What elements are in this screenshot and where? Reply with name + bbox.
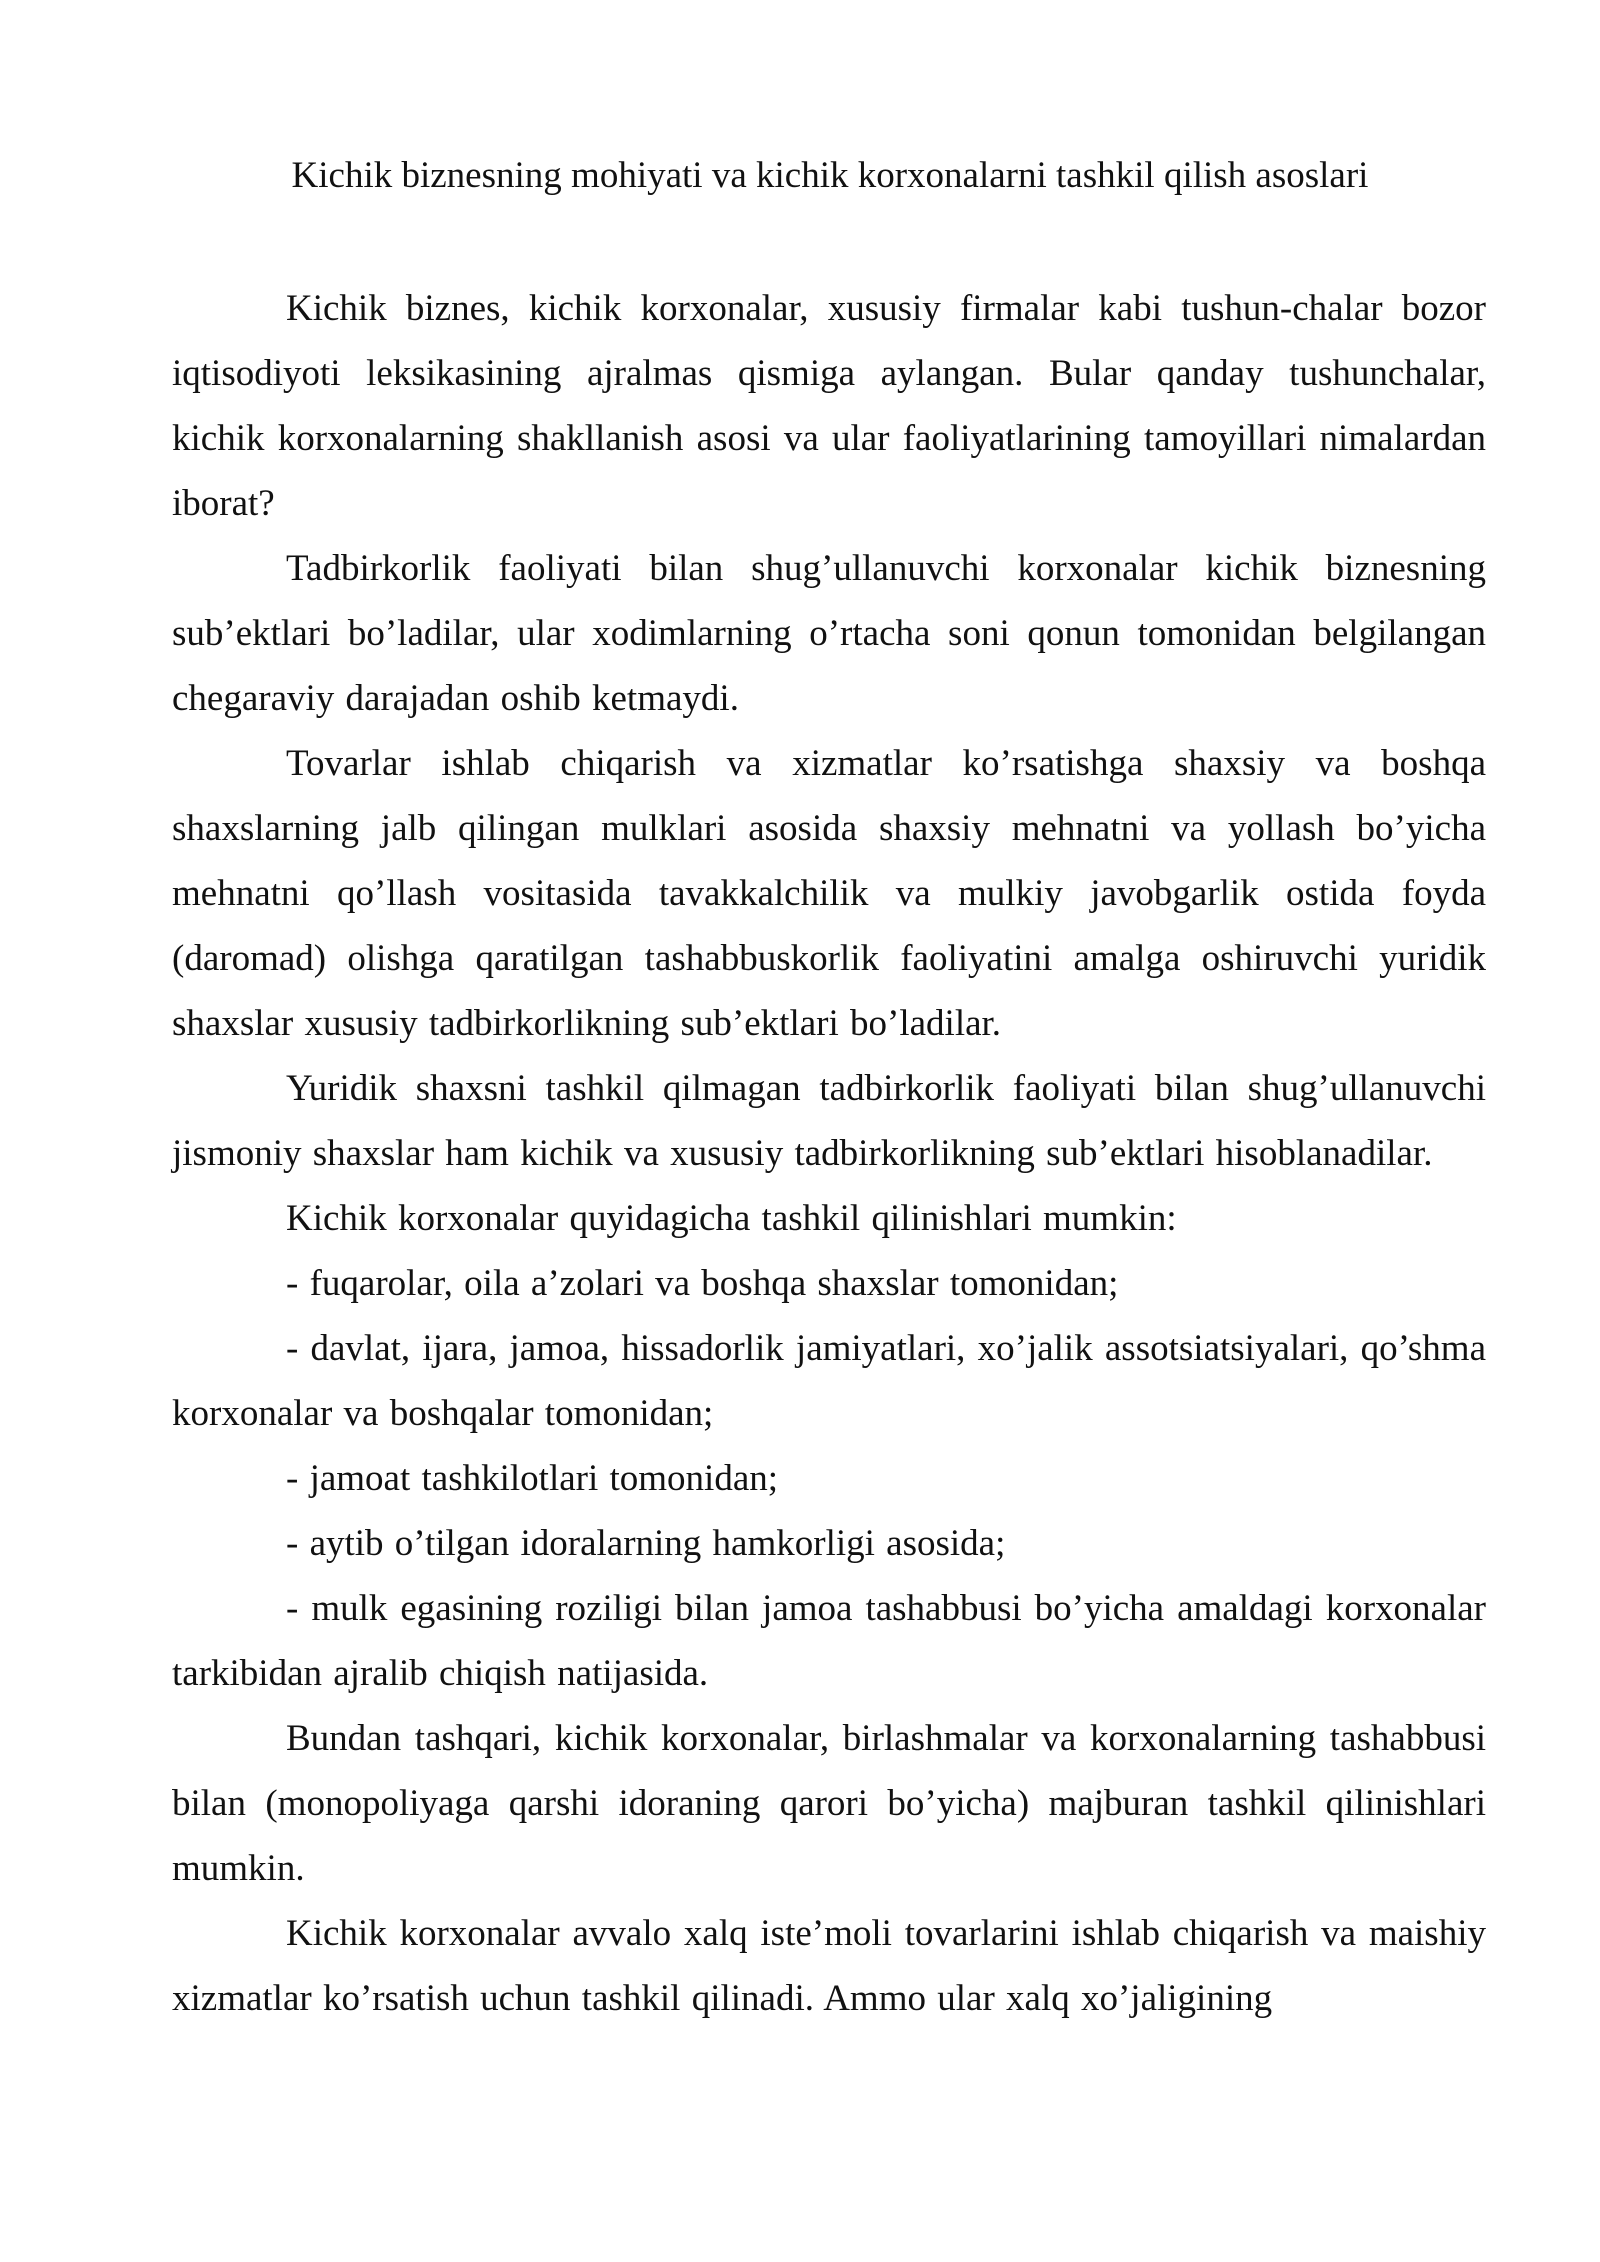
- list-item-public-organizations: - jamoat tashkilotlari tomonidan;: [286, 1458, 779, 1499]
- paragraph-forced-formation: Bundan tashqari, kichik korxonalar, birlashmalar va korxonalarning tashabbusi bilan (monopoliyaga qarshi idoraning qarori bo’yicha) majburan tashkil qilinishlari mumkin.: [172, 1718, 1486, 1889]
- list-item-cooperation: - aytib o’tilgan idoralarning hamkorligi asosida;: [286, 1523, 1006, 1564]
- list-item-spin-off: - mulk egasining roziligi bilan jamoa tashabbusi bo’yicha amaldagi korxonalar tarkibidan ajralib chiqish natijasida.: [172, 1588, 1486, 1694]
- list-item-citizens: - fuqarolar, oila a’zolari va boshqa shaxslar tomonidan;: [286, 1263, 1119, 1304]
- paragraph-formation-methods: Kichik korxonalar quyidagicha tashkil qilinishlari mumkin:: [286, 1198, 1177, 1239]
- document-body: [172, 276, 1486, 2031]
- paragraph-consumer-goods: Kichik korxonalar avvalo xalq iste’moli tovarlarini ishlab chiqarish va maishiy xizmatlar ko’rsatish uchun tashkil qilinadi. Ammo ular xalq xo’jaligining: [172, 1913, 1486, 2019]
- list-item-state-and-associations: - davlat, ijara, jamoa, hissadorlik jamiyatlari, xo’jalik assotsiatsiyalari, qo’shma korxonalar va boshqalar tomonidan;: [172, 1328, 1486, 1434]
- paragraph-small-business-concepts: Kichik biznes, kichik korxonalar, xususiy firmalar kabi tushun-chalar bozor iqtisodiyoti leksikasining ajralmas qismiga aylangan. Bular qanday tushunchalar, kichik korxonalarning shakllanish asosi va ular faoliyatlarining tamoyillari nimalardan iborat?: [172, 288, 1486, 524]
- document-title: Kichik biznesning mohiyati va kichik korxonalarni tashkil qilish asoslari: [291, 155, 1369, 196]
- paragraph-individual-entrepreneurs: Yuridik shaxsni tashkil qilmagan tadbirkorlik faoliyati bilan shug’ullanuvchi jismoniy shaxslar ham kichik va xususiy tadbirkorlikning sub’ektlari hisoblanadilar.: [172, 1068, 1486, 1174]
- paragraph-private-entrepreneurship: Tovarlar ishlab chiqarish va xizmatlar ko’rsatishga shaxsiy va boshqa shaxslarning jalb qilingan mulklari asosida shaxsiy mehnatni va yollash bo’yicha mehnatni qo’llash vositasida tavakkalchilik va mulkiy javobgarlik ostida foyda (daromad) olishga qaratilgan tashabbuskorlik faoliyatini amalga oshiruvchi yuridik shaxslar xususiy tadbirkorlikning sub’ektlari bo’ladilar.: [172, 743, 1486, 1044]
- paragraph-entrepreneurship-subjects: Tadbirkorlik faoliyati bilan shug’ullanuvchi korxonalar kichik biznesning sub’ektlari bo’ladilar, ular xodimlarning o’rtacha soni qonun tomonidan belgilangan chegaraviy darajadan oshib ketmaydi.: [172, 548, 1486, 719]
